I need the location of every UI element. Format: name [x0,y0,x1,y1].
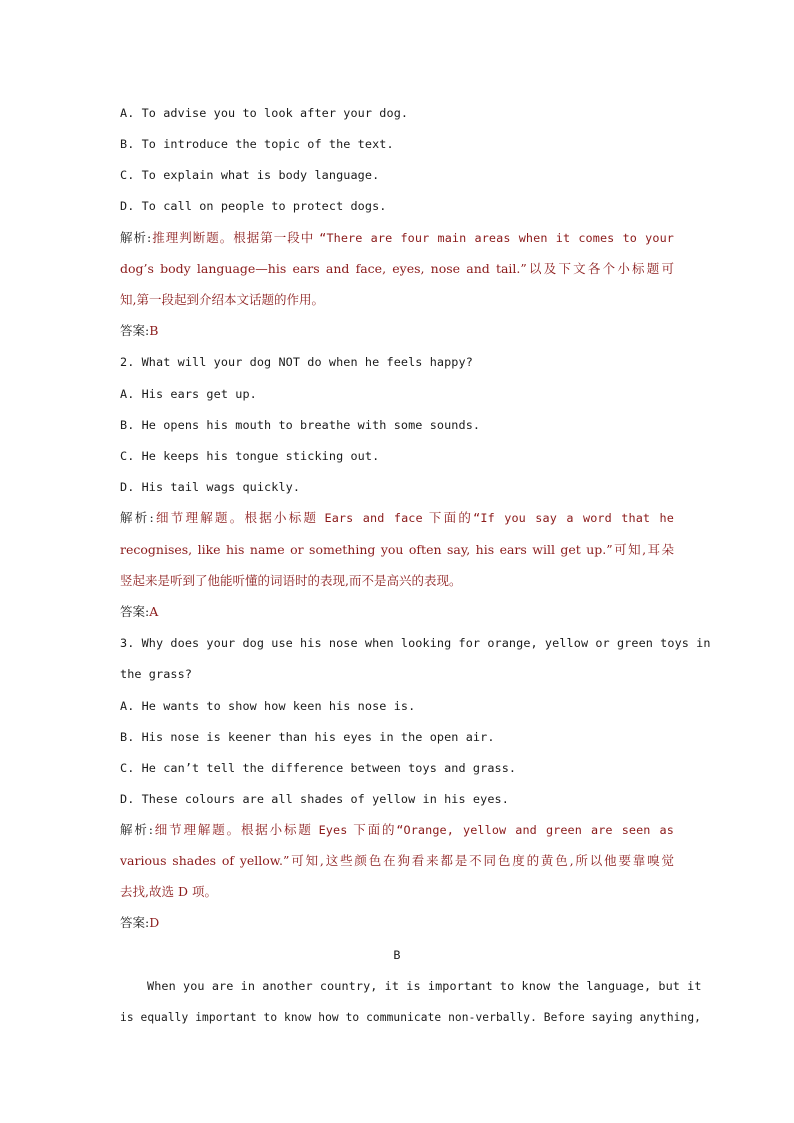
q2-option-c: C. He keeps his tongue sticking out. [120,449,380,463]
answer-label: 答案: [120,604,150,619]
q2-analysis-line [120,508,674,528]
analysis-text: 推理判断题。根据第一段中 [151,230,315,245]
q2-option-a: A. His ears get up. [120,387,257,401]
passage-line: is equally important to know how to communicate non-verbally. Before saying anything, [120,1011,702,1024]
q3-analysis-line: 去找,故选 D 项。 [120,884,217,899]
q2-option-b: B. He opens his mouth to breathe with some sounds. [120,418,481,432]
q2-stem: 2. What will your dog NOT do when he feels happy? [120,355,473,369]
q1-option-b: B. To introduce the topic of the text. [120,137,394,151]
q3-option-a: A. He wants to show how keen his nose is. [120,699,416,713]
analysis-text: 细节理解题。根据小标题 [153,510,319,525]
q3-answer [120,913,674,933]
answer-label: 答案: [120,915,150,930]
analysis-quote: “If you say a word that he [473,511,674,525]
analysis-label: 解析: [120,510,154,525]
q2-option-d: D. His tail wags quickly. [120,480,301,494]
answer-value: B [149,323,159,338]
q2-analysis-line: recognises, like his name or something you often say, his ears will get up.”可知,耳朵 [120,542,674,557]
q3-option-d: D. These colours are all shades of yellow in his eyes. [120,792,509,806]
analysis-quote: “There are four main areas when it comes to your [319,231,674,245]
analysis-text: 下面的 [428,510,474,525]
analysis-subtitle: Eyes [318,823,348,837]
answer-value: D [149,915,160,930]
q2-answer [120,602,674,622]
passage-line: When you are in another country, it is important to know the language, but it [147,979,702,993]
q1-analysis-line: 知,第一段起到介绍本文话题的作用。 [120,292,324,307]
q1-analysis-line [120,228,674,248]
answer-label: 答案: [120,323,150,338]
q1-option-d: D. To call on people to protect dogs. [120,199,387,213]
analysis-quote: “Orange, yellow and green are seen as [396,823,674,837]
q2-analysis-line: 竖起来是听到了他能听懂的词语时的表现,而不是高兴的表现。 [120,573,462,588]
q1-option-a: A. To advise you to look after your dog. [120,106,409,120]
analysis-text: 细节理解题。根据小标题 [152,822,313,837]
analysis-text: 下面的 [353,822,397,837]
answer-value: A [149,604,159,619]
q1-answer [120,321,674,341]
q1-analysis-line: dog’s body language—his ears and face, eyes, nose and tail.”以及下文各个小标题可 [120,261,674,276]
q3-option-b: B. His nose is keener than his eyes in the open air. [120,730,495,744]
q3-stem-cont: the grass? [120,667,193,681]
q3-stem: 3. Why does your dog use his nose when looking for orange, yellow or green toys in [120,636,711,650]
analysis-label: 解析: [120,822,153,837]
q3-option-c: C. He can’t tell the difference between toys and grass. [120,761,517,775]
analysis-subtitle: Ears and face [324,511,423,525]
q1-option-c: C. To explain what is body language. [120,168,380,182]
q3-analysis-line [120,820,674,840]
q3-analysis-line: various shades of yellow.”可知,这些颜色在狗看来都是不同色度的黄色,所以他要靠嗅觉 [120,853,674,868]
analysis-label: 解析: [120,230,152,245]
section-heading: B [393,948,401,962]
